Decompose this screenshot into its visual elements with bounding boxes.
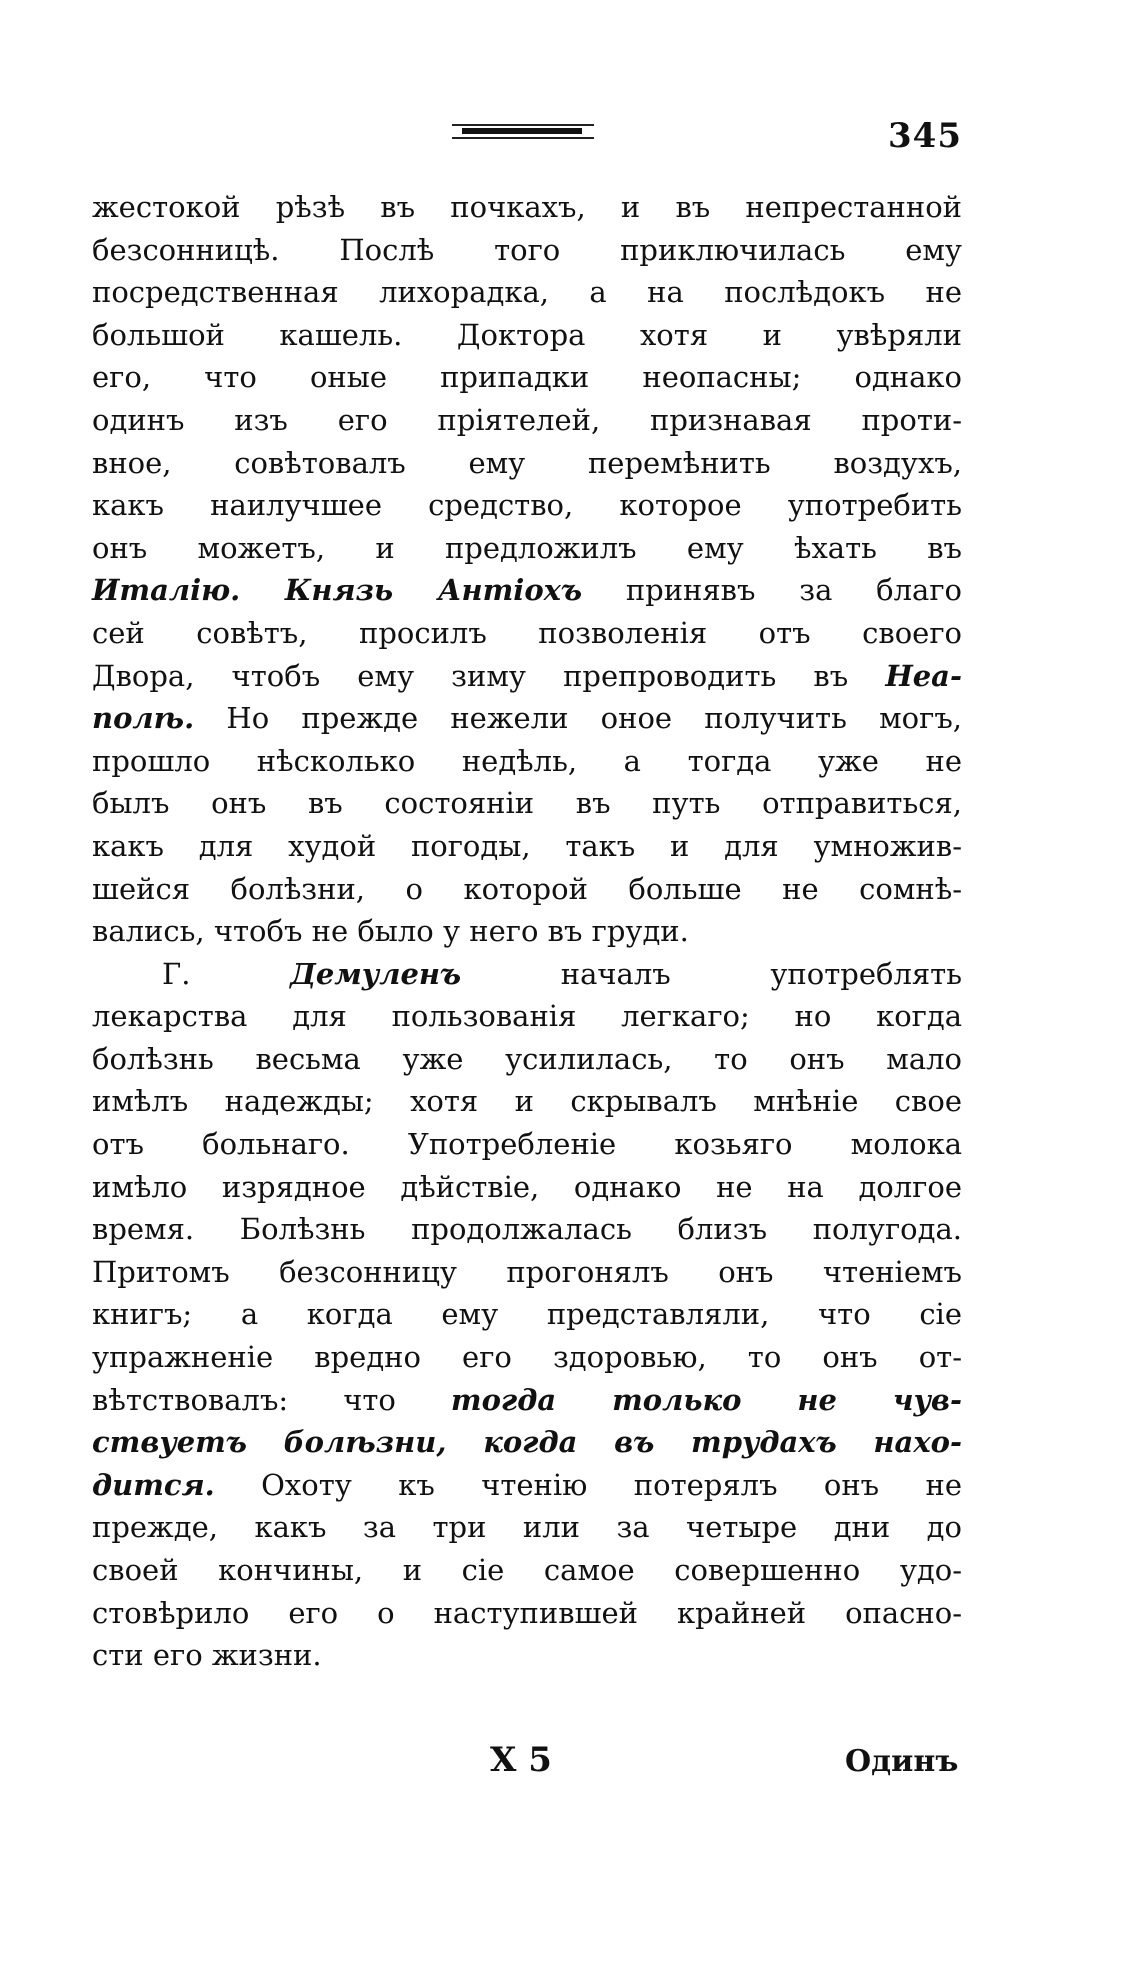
text-line: [92, 1166, 962, 1209]
text-line: [92, 910, 962, 953]
text-segment: какъ наилучшее средство, которое употребить: [92, 488, 962, 523]
text-segment: принявъ за благо: [582, 573, 962, 608]
text-segment: вное, совѣтовалъ ему перемѣнить воздухъ,: [92, 445, 962, 480]
ornament-bar: [462, 128, 582, 134]
italic-segment: Демуленъ: [290, 956, 462, 991]
text-line: [92, 186, 962, 229]
text-line: [92, 569, 962, 612]
text-segment: Притомъ безсонницу прогонялъ онъ чтеніемъ: [92, 1254, 962, 1289]
printer-signature-mark: X 5: [490, 1740, 552, 1780]
text-segment: какъ для худой погоды, такъ и для умножив-: [92, 828, 962, 863]
text-segment: большой кашель. Доктора хотя и увѣряли: [92, 317, 962, 352]
catchword: Одинъ: [845, 1744, 959, 1779]
text-segment: сти его жизни.: [92, 1638, 322, 1673]
text-segment: посредственная лихорадка, а на послѣдокъ не: [92, 275, 962, 310]
italic-segment: Неа-: [885, 658, 962, 693]
text-segment: книгъ; а когда ему представляли, что сіе: [92, 1297, 962, 1332]
text-line: [92, 1123, 962, 1166]
text-line: [92, 1464, 962, 1507]
text-line: [92, 1506, 962, 1549]
text-line: [92, 1336, 962, 1379]
text-segment: имѣло изрядное дѣйствіе, однако не на долгое: [92, 1169, 962, 1204]
text-segment: вѣтствовалъ: что: [92, 1382, 451, 1417]
text-segment: жестокой рѣзѣ въ почкахъ, и въ непрестанной: [92, 190, 962, 224]
text-line: [92, 1208, 962, 1251]
text-line: [92, 484, 962, 527]
text-line: [92, 1549, 962, 1592]
text-line: [92, 1251, 962, 1294]
text-line: [92, 1634, 962, 1677]
text-segment: началъ употреблять: [461, 956, 962, 991]
text-segment: онъ можетъ, и предложилъ ему ѣхать въ: [92, 530, 962, 565]
text-line: [92, 782, 962, 825]
text-line: [92, 825, 962, 868]
text-line: [92, 314, 962, 357]
body-text: [92, 186, 962, 1677]
text-line: [92, 697, 962, 740]
text-line: [92, 612, 962, 655]
text-segment: его, что оные припадки неопасны; однако: [92, 360, 962, 395]
text-line: [92, 953, 962, 996]
text-segment: отъ больнаго. Употребленіе козьяго молока: [92, 1127, 962, 1162]
italic-segment: Италію. Князь Антіохъ: [92, 573, 583, 608]
text-segment: вались, чтобъ не было у него въ груди.: [92, 914, 689, 949]
text-line: [92, 995, 962, 1038]
text-line: [92, 1038, 962, 1081]
page-number: 345: [888, 116, 962, 156]
italic-segment: ствуетъ болѣзни, когда въ трудахъ нахо-: [92, 1425, 962, 1460]
ornament-rule-top: [452, 124, 594, 126]
text-line: [92, 229, 962, 272]
text-segment: прежде, какъ за три или за четыре дни до: [92, 1510, 962, 1545]
text-segment: своей кончины, и сіе самое совершенно удо-: [92, 1553, 962, 1587]
text-line: [92, 527, 962, 570]
text-segment: лекарства для пользованія легкаго; но когда: [92, 999, 962, 1034]
text-segment: болѣзнь весьма уже усилилась, то онъ мало: [92, 1041, 962, 1076]
text-segment: одинъ изъ его пріятелей, признавая проти-: [92, 402, 962, 437]
text-segment: упражненіе вредно его здоровью, то онъ от-: [92, 1340, 962, 1375]
text-line: [92, 740, 962, 783]
italic-segment: тогда только не чув-: [450, 1382, 962, 1417]
text-line: [92, 1080, 962, 1123]
text-segment: стовѣрило его о наступившей крайней опасно-: [92, 1595, 962, 1630]
text-line: [92, 1421, 962, 1464]
text-line: [92, 399, 962, 442]
text-segment: Охоту къ чтенію потерялъ онъ не: [214, 1467, 962, 1502]
text-line: [92, 271, 962, 314]
text-segment: время. Болѣзнь продолжалась близъ полугода.: [92, 1212, 962, 1247]
text-segment: прошло нѣсколько недѣль, а тогда уже не: [92, 743, 962, 778]
text-line: [92, 655, 962, 698]
text-segment: былъ онъ въ состояніи въ путь отправиться,: [92, 786, 962, 821]
text-segment: Но прежде нежели оное получить могъ,: [194, 701, 962, 736]
text-segment: Г.: [162, 956, 291, 991]
text-line: [92, 442, 962, 485]
text-line: [92, 1379, 962, 1422]
italic-segment: полѣ.: [92, 701, 195, 736]
italic-segment: дится.: [92, 1467, 215, 1502]
text-segment: Двора, чтобъ ему зиму препроводить въ: [92, 658, 886, 693]
text-line: [92, 868, 962, 911]
ornament-rule-bottom: [452, 137, 594, 139]
header-ornament: [452, 124, 594, 142]
text-segment: шейся болѣзни, о которой больше не сомнѣ-: [92, 871, 962, 906]
text-line: [92, 1293, 962, 1336]
text-segment: имѣлъ надежды; хотя и скрывалъ мнѣніе свое: [92, 1084, 962, 1119]
text-segment: сей совѣтъ, просилъ позволенія отъ своего: [92, 615, 962, 650]
text-line: [92, 356, 962, 399]
text-line: [92, 1592, 962, 1635]
text-segment: безсонницѣ. Послѣ того приключилась ему: [92, 232, 962, 267]
